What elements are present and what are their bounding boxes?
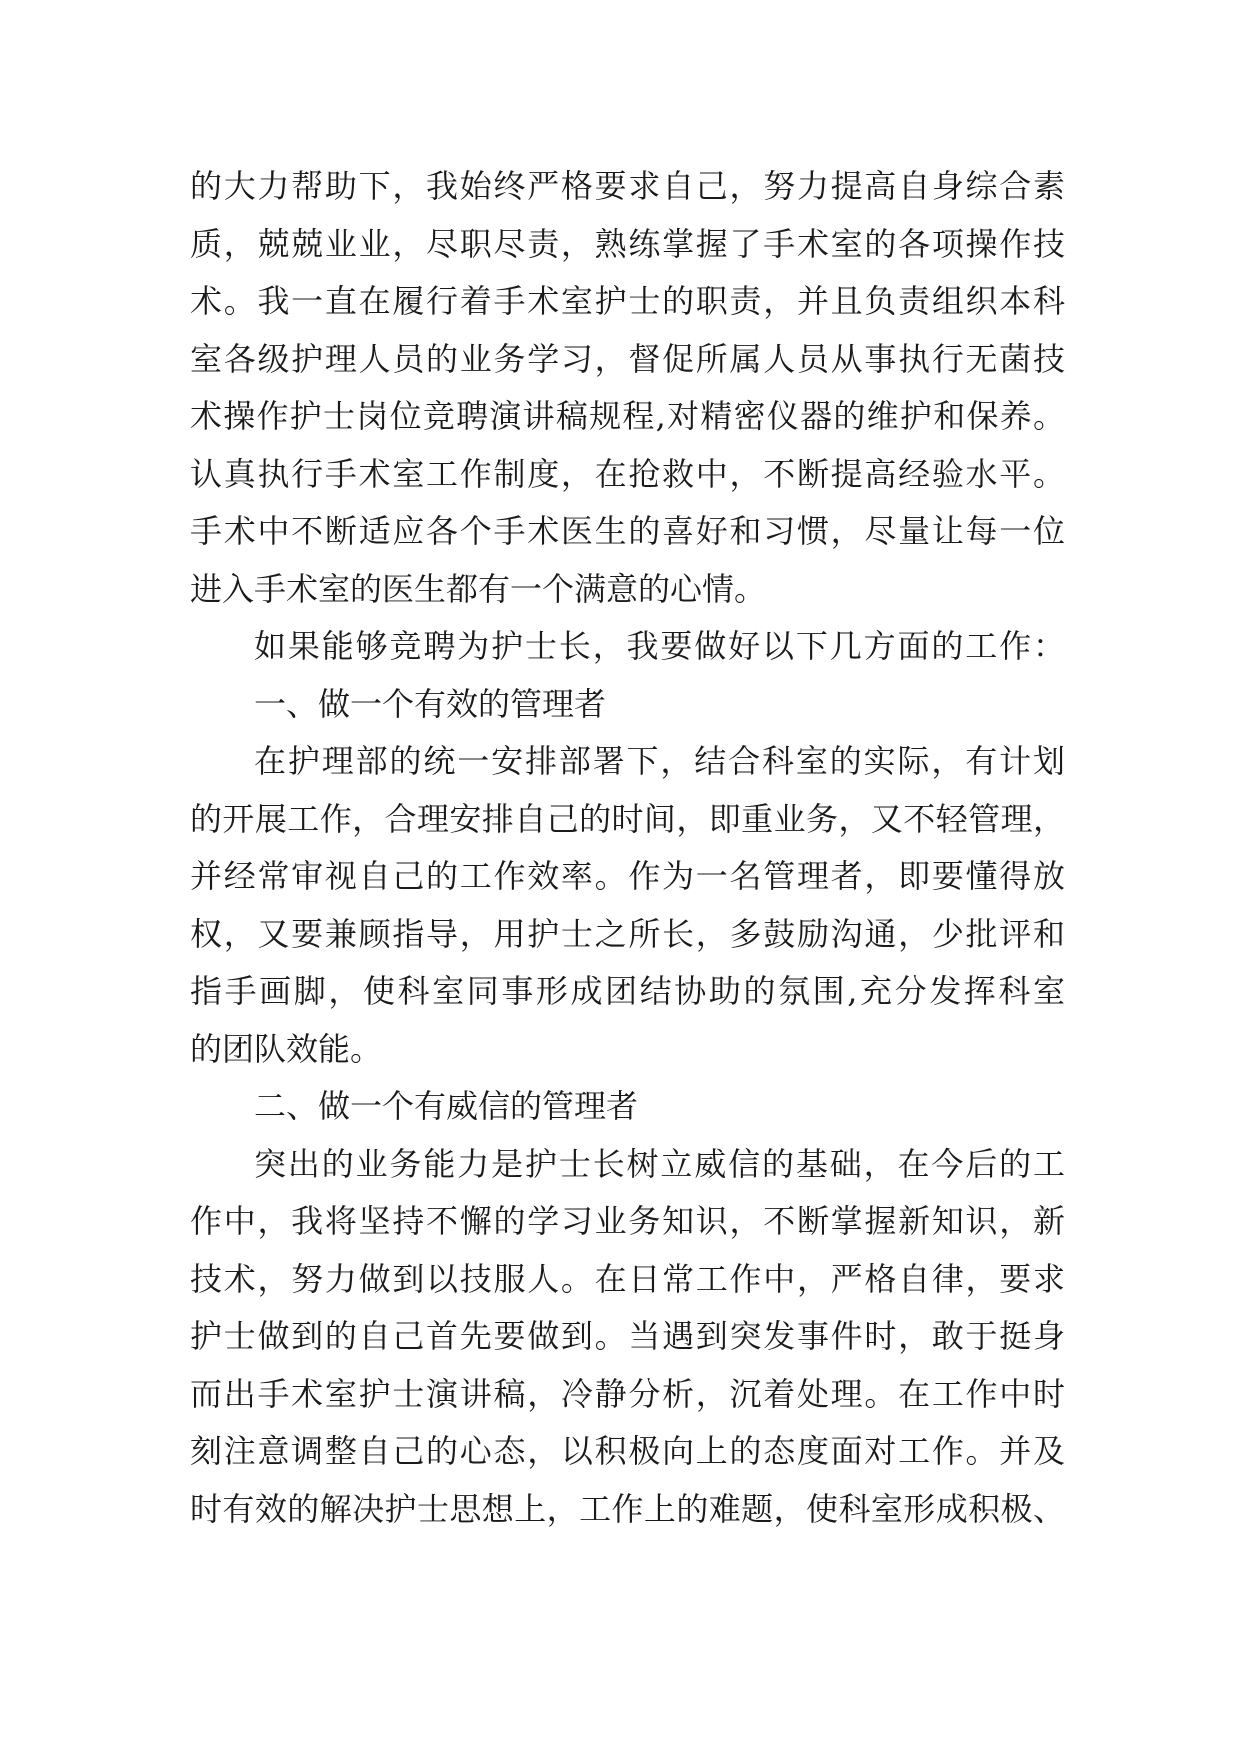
- text-line: 并经常审视自己的工作效率。作为一名管理者，即要懂得放: [190, 857, 1065, 895]
- text-line: 术。我一直在履行着手术室护士的职责，并且负责组织本科: [190, 282, 1065, 320]
- text-line: 指手画脚，使科室同事形成团结协助的氛围,充分发挥科室: [190, 972, 1065, 1010]
- text-line: 质，兢兢业业，尽职尽责，熟练掌握了手术室的各项操作技: [190, 224, 1065, 263]
- text-line: 刻注意调整自己的心态，以积极向上的态度面对工作。并及: [190, 1432, 1065, 1470]
- section-heading-1: 一、做一个有效的管理者: [254, 684, 607, 723]
- text-line: 作中，我将坚持不懈的学习业务知识，不断掌握新知识，新: [190, 1202, 1065, 1240]
- text-line: 室各级护理人员的业务学习，督促所属人员从事执行无菌技: [190, 339, 1065, 378]
- paragraph-start-line: 如果能够竞聘为护士长，我要做好以下几方面的工作：: [254, 627, 1065, 665]
- paragraph-start-line: 突出的业务能力是护士长树立威信的基础，在今后的工: [254, 1144, 1065, 1183]
- text-line: 的开展工作，合理安排自己的时间，即重业务，又不轻管理，: [190, 799, 1065, 838]
- paragraph-start-line: 在护理部的统一安排部署下，结合科室的实际，有计划: [254, 742, 1065, 780]
- text-line: 的团队效能。: [190, 1029, 383, 1068]
- text-line: 认真执行手术室工作制度，在抢救中，不断提高经验水平。: [190, 454, 1065, 493]
- text-line: 而出手术室护士演讲稿，冷静分析，沉着处理。在工作中时: [190, 1374, 1065, 1413]
- text-line: 护士做到的自己首先要做到。当遇到突发事件时，敢于挺身: [190, 1317, 1065, 1355]
- text-line: 的大力帮助下，我始终严格要求自己，努力提高自身综合素: [190, 167, 1065, 205]
- text-line: 手术中不断适应各个手术医生的喜好和习惯，尽量让每一位: [190, 512, 1065, 550]
- text-line: 进入手术室的医生都有一个满意的心情。: [190, 569, 767, 608]
- text-line: 时有效的解决护士思想上，工作上的难题，使科室形成积极、: [190, 1489, 1065, 1528]
- section-heading-2: 二、做一个有威信的管理者: [254, 1087, 639, 1125]
- text-line: 技术，努力做到以技服人。在日常工作中，严格自律，要求: [190, 1259, 1065, 1298]
- text-line: 术操作护士岗位竞聘演讲稿规程,对精密仪器的维护和保养。: [190, 397, 1065, 435]
- text-line: 权，又要兼顾指导，用护士之所长，多鼓励沟通，少批评和: [190, 914, 1065, 953]
- document-body: [190, 158, 1065, 1538]
